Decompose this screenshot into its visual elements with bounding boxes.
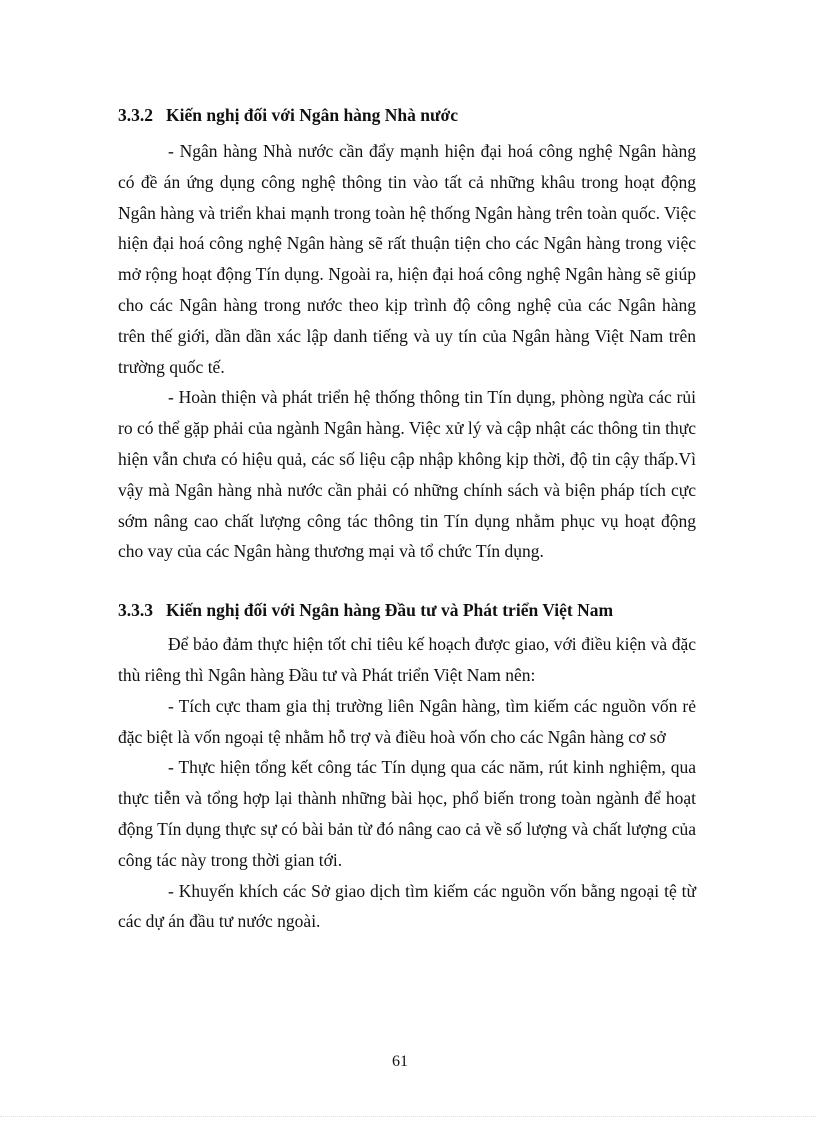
page-content [118,100,696,937]
paragraph: - Hoàn thiện và phát triển hệ thống thông tin Tín dụng, phòng ngừa các rủi ro có thể gặp phải của ngành Ngân hàng. Việc xử lý và cập nhật các thông tin thực hiện vẫn chưa có hiệu quả, các số liệu cập nhập không kịp thời, độ tin cậy thấp.Vì vậy mà Ngân hàng nhà nước cần phải có những chính sách và biện pháp tích cực sớm nâng cao chất lượng công tác thông tin Tín dụng nhằm phục vụ hoạt động cho vay của các Ngân hàng thương mại và tổ chức Tín dụng. [118,387,696,562]
page-number-text: 61 [392,1053,408,1070]
section-title: Kiến nghị đối với Ngân hàng Đầu tư và Phát triển Việt Nam [166,600,614,621]
page-bottom-rule [0,1116,816,1117]
paragraph: - Thực hiện tổng kết công tác Tín dụng qua các năm, rút kinh nghiệm, qua thực tiễn và tổng hợp lại thành những bài học, phổ biến trong toàn ngành để hoạt động Tín dụng thực sự có bài bản từ đó nâng cao cả về số lượng và chất lượng của công tác này trong thời gian tới. [118,757,696,870]
section-title: Kiến nghị đối với Ngân hàng Nhà nước [166,105,458,125]
paragraph: - Ngân hàng Nhà nước cần đẩy mạnh hiện đại hoá công nghệ Ngân hàng có đề án ứng dụng công nghệ thông tin vào tất cả những khâu trong hoạt động Ngân hàng và triển khai mạnh trong toàn hệ thống Ngân hàng trên toàn quốc. Việc hiện đại hoá công nghệ Ngân hàng sẽ rất thuận tiện cho các Ngân hàng trong việc mở rộng hoạt động Tín dụng. Ngoài ra, hiện đại hoá công nghệ Ngân hàng sẽ giúp cho các Ngân hàng trong nước theo kịp trình độ công nghệ của các Ngân hàng trên thế giới, dần dần xác lập danh tiếng và uy tín của Ngân hàng Việt Nam trên trường quốc tế. [118,141,696,377]
page-number [0,1052,816,1072]
section-number: 3.3.3 [118,600,153,621]
section-heading-3-3-2 [118,100,696,130]
section-heading-3-3-3 [118,595,696,625]
paragraph: - Tích cực tham gia thị trường liên Ngân hàng, tìm kiếm các nguồn vốn rẻ đặc biệt là vốn ngoại tệ nhằm hỗ trợ và điều hoà vốn cho các Ngân hàng cơ sở [118,695,696,747]
paragraph: - Khuyến khích các Sở giao dịch tìm kiếm các nguồn vốn bằng ngoại tệ từ các dự án đầu tư nước ngoài. [118,880,696,932]
paragraph: Để bảo đảm thực hiện tốt chỉ tiêu kế hoạch được giao, với điều kiện và đặc thù riêng thì Ngân hàng Đầu tư và Phát triển Việt Nam nên: [118,634,696,685]
section-number: 3.3.2 [118,105,153,125]
